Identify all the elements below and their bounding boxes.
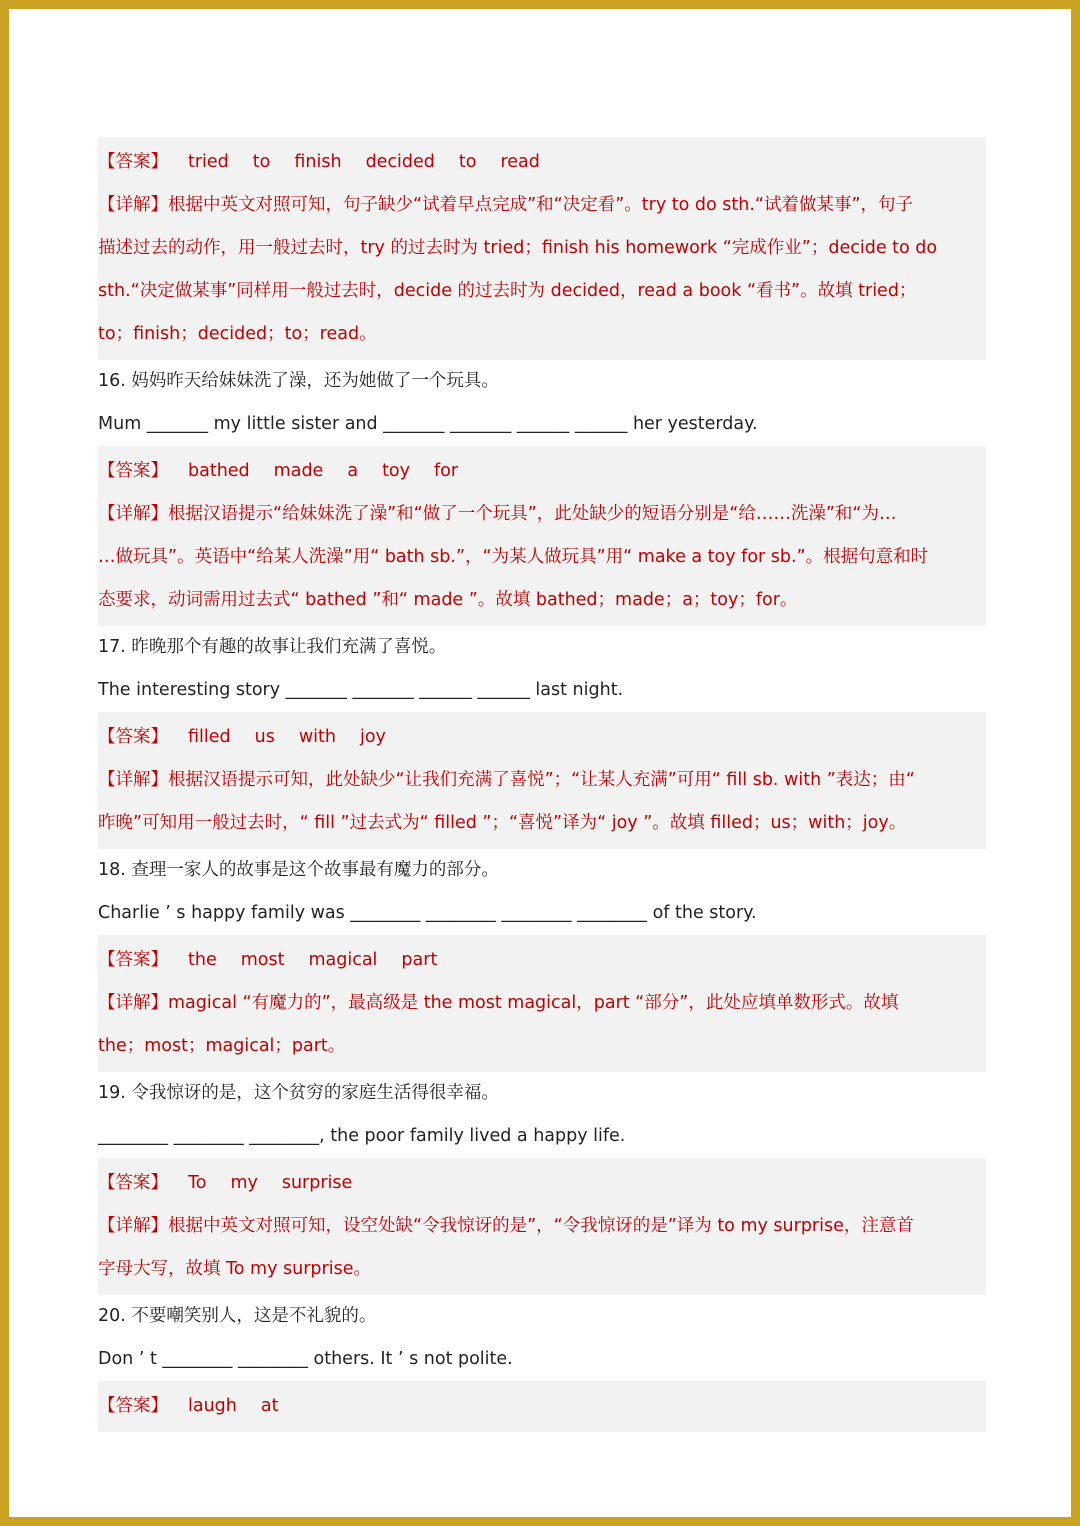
answer-tag: 【答案】 <box>98 461 168 481</box>
answer-word: us <box>254 727 275 747</box>
answer-word: with <box>298 727 336 747</box>
answer-line <box>98 1385 980 1428</box>
question-18: 18. 查理一家人的故事是这个故事最有魔力的部分。 <box>98 860 499 880</box>
answer-word: at <box>260 1396 279 1416</box>
answer-word: To <box>188 1173 207 1193</box>
answer-word: magical <box>308 950 378 970</box>
detail-line: 描述过去的动作，用一般过去时，try 的过去时为 tried；finish his homework “完成作业”；decide to do <box>98 238 938 258</box>
answer-word: the <box>188 950 217 970</box>
answer-box-18 <box>98 935 986 1072</box>
answer-line <box>98 939 980 982</box>
answer-line <box>98 450 980 493</box>
answer-tag: 【答案】 <box>98 727 168 747</box>
answer-box-16 <box>98 446 986 626</box>
answer-word: read <box>500 152 540 172</box>
answer-word: a <box>347 461 359 481</box>
fill-sentence-19: ________ ________ ________, the poor family lived a happy life. <box>98 1126 626 1146</box>
answer-box-19 <box>98 1158 986 1295</box>
question-17: 17. 昨晚那个有趣的故事让我们充满了喜悦。 <box>98 637 447 657</box>
fill-sentence-20: Don ’ t ________ ________ others. It ’ s not polite. <box>98 1349 513 1369</box>
detail-line: 昨晚”可知用一般过去时，“ fill ”过去式为“ filled ”；“喜悦”译为“ joy ”。故填 filled；us；with；joy。 <box>98 813 907 833</box>
answer-word: tried <box>188 152 229 172</box>
answer-word: finish <box>294 152 342 172</box>
detail-line: to；finish；decided；to；read。 <box>98 324 377 344</box>
detail-line: 【详解】magical “有魔力的”，最高级是 the most magical，part “部分”，此处应填单数形式。故填 <box>98 993 899 1013</box>
answer-word: joy <box>359 727 386 747</box>
detail-line: 【详解】根据中英文对照可知，设空处缺“令我惊讶的是”，“令我惊讶的是”译为 to my surprise，注意首 <box>98 1216 914 1236</box>
answer-tag: 【答案】 <box>98 1396 168 1416</box>
answer-line <box>98 716 980 759</box>
answer-word: toy <box>382 461 410 481</box>
question-16: 16. 妈妈昨天给妹妹洗了澡，还为她做了一个玩具。 <box>98 371 499 391</box>
answer-tag: 【答案】 <box>98 1173 168 1193</box>
exercise-content <box>98 137 986 1432</box>
answer-word: for <box>434 461 459 481</box>
detail-line: 【详解】根据汉语提示可知，此处缺少“让我们充满了喜悦”；“让某人充满”可用“ fill sb. with ”表达；由“ <box>98 770 915 790</box>
answer-word: filled <box>188 727 231 747</box>
answer-word: bathed <box>188 461 250 481</box>
fill-sentence-17: The interesting story _______ _______ ______ ______ last night. <box>98 680 624 700</box>
answer-word: my <box>230 1173 258 1193</box>
detail-line: the；most；magical；part。 <box>98 1036 346 1056</box>
answer-word: part <box>401 950 438 970</box>
answer-box-20 <box>98 1381 986 1432</box>
detail-line: sth.“决定做某事”同样用一般过去时，decide 的过去时为 decided，read a book “看书”。故填 tried； <box>98 281 917 301</box>
answer-word: to <box>252 152 271 172</box>
fill-sentence-16: Mum _______ my little sister and _______ _______ ______ ______ her yesterday. <box>98 414 758 434</box>
fill-sentence-18: Charlie ’ s happy family was ________ ________ ________ ________ of the story. <box>98 903 757 923</box>
answer-word: surprise <box>281 1173 353 1193</box>
detail-line: 态要求，动词需用过去式“ bathed ”和“ made ”。故填 bathed；made；a；toy；for。 <box>98 590 798 610</box>
answer-word: most <box>240 950 285 970</box>
detail-line: 【详解】根据汉语提示“给妹妹洗了澡”和“做了一个玩具”，此处缺少的短语分别是“给……洗澡”和“为… <box>98 504 897 524</box>
detail-line: …做玩具”。英语中“给某人洗澡”用“ bath sb.”，“为某人做玩具”用“ make a toy for sb.”。根据句意和时 <box>98 547 929 567</box>
answer-word: made <box>273 461 324 481</box>
detail-line: 字母大写，故填 To my surprise。 <box>98 1259 371 1279</box>
answer-box-15 <box>98 137 986 360</box>
question-20: 20. 不要嘲笑别人，这是不礼貌的。 <box>98 1306 377 1326</box>
answer-tag: 【答案】 <box>98 152 168 172</box>
answer-word: laugh <box>188 1396 237 1416</box>
answer-line <box>98 141 980 184</box>
answer-box-17 <box>98 712 986 849</box>
answer-word: decided <box>365 152 435 172</box>
answer-line <box>98 1162 980 1205</box>
question-19: 19. 令我惊讶的是，这个贫穷的家庭生活得很幸福。 <box>98 1083 499 1103</box>
detail-line: 【详解】根据中英文对照可知，句子缺少“试着早点完成”和“决定看”。try to do sth.“试着做某事”，句子 <box>98 195 914 215</box>
answer-word: to <box>458 152 477 172</box>
document-page <box>9 9 1071 1517</box>
answer-tag: 【答案】 <box>98 950 168 970</box>
